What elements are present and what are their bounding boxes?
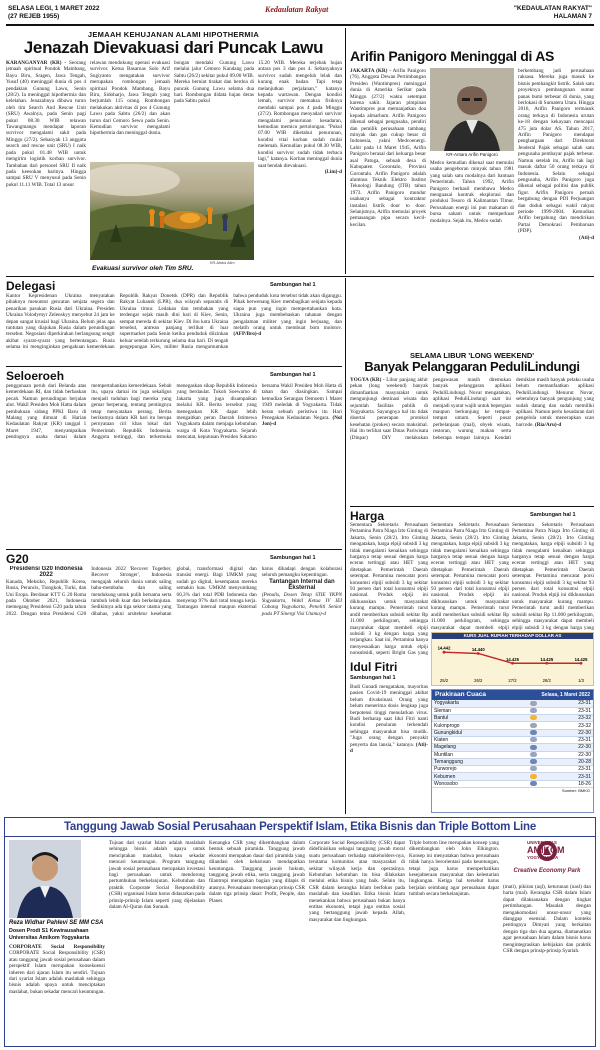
adv-body-2: Tujuan dari syariat Islam adalah maslahah sehingga bisnis adalah upaya untuk menciptakan maslahat, bukan sekadar mencari keuntungan. Program tanggung jawab sosial perusahaan merupakan investasi bagi perusahaan untuk mendorong pertumbuhan berkelanjutan. Kebutuhan dan praktik Corporate Social Responsibility (CSR) organisasi Islam harus didasarkan pada prinsip-prinsip Islam seperti yang dijelaskan dalam Al-Quran dan Sunnah. xyxy=(109,840,205,911)
weather-row xyxy=(432,744,593,751)
issue-date-hijri: (27 REJEB 1955) xyxy=(8,13,60,20)
weather-city: Sleman xyxy=(432,707,519,714)
delegasi-text: Kantor Kepresidenan Ukraina menyatakan pihaknya menuntut gencatan senjata segera dan penarikan pasukan Rusia dari Ukraina. Presiden Ukraina Volodymyr Zelenskyy menyebut 24 jam ke depan sangat krusial bagi Ukraina. Belum jelas apa tuntutan yang diajukan Rusia dalam perundingan tersebut. Negosiasi diperkirakan berlangsung sengit akibat syarat-syarat yang bertentangan. Rusia selama ini menginginkan pengakuan kemerdekaan Republik Rakyat Donetsk (DPR) dan Republik Rakyat Luhansk (LPR), dua wilayah separatis di Ukraina timur. Ledakan dan tembakan yang terdengar sejak masih dini hari di Kiev, Senin, sempat mereda di sekitar Kiev. Di ibu kota Ukraina tersebut, antrean panjang terlihat di luar supermarket pada Senin ketika penduduk diizinkan keluar setelah terkurung selama dua hari. Di tengah pengepungan Kiev, militer Rusia mengumumkan bahwa penduduk kota tersebut tidak akan diganggu. Pihak berwenang Kiev membagikan senjata kepada siapa pun yang ingin mempertahankan kota. Ukraina juga membebaskan tahanan dengan pengalaman militer yang ingin berjuang, dan melatih orang untuk membuat bom molotov. xyxy=(6,293,342,351)
weather-row xyxy=(432,707,593,714)
lead-endmark: (Lim)-d xyxy=(324,168,342,175)
side-dateline: JAKARTA (KR) - xyxy=(350,68,392,74)
adv-col-4 xyxy=(309,840,405,1044)
kurs-tick-label: 28/2 xyxy=(542,678,551,683)
lead-body-1: Seorang jemaah spiritual Pondok Mambang, Bayu Biru, Sragen, Jawa Tengah, Yusuf (40) meninggal dunia di pos 4 pendakian Gunung Lawu, Senin (28/2). Ia meninggal hipothermia dan kelelahan. Jenazahnya dibawa turun oleh tim Search And Rescue Unit (SRU) Awalnya, pada Senin pagi pukul 08.30 WIB relawan Tawangmangu mendapat laporan survivor mengalami sakit pada Minggu (27/2). Sebanyak 13 anggota search and rescue unit (SRU) I naik pada pukul 01.48 WIB untuk mengirim logistik korban survivor. Tambahan dari personel SRU II naik pada keesokan harinya. Hingga sampai SRU V menyusul pada Senin pukul 11.11 WIB. Total 13 unsur xyxy=(6,60,86,188)
kurs-tick-label: 1/3 xyxy=(578,678,584,683)
side-divider xyxy=(345,28,346,274)
author-name: Reza Widhar Pahlevi SE MM CSA xyxy=(9,920,104,926)
weather-city: Magelang xyxy=(432,744,519,751)
weather-city: Yogyakarta xyxy=(432,700,519,707)
harga-text-2: Sementara Sekretaris Perusahaan Pertamina Patra Niaga Irto Ginting di Jakarta, Senin (28/2). Irto Ginting mengatakan, harga elpiji subsidi 3 kg tidak mengalami kenaikan sehingga harganya tetap sesuai dengan harga eceran tertinggi atau HET yang ditetapkan Pemerintah Daerah setempat. Pertamina mencatat porsi konsumsi elpiji subsidi 3 kg sekitar 93 persen dari total konsumsi elpiji nasional. Produk elpiji ini dikhususkan untuk masyarakat kurang mampu. Pemerintah turut andil memberikan subsidi sekitar Rp 11.000 perkilogram, sehingga masyarakat dapat membeli elpiji xyxy=(431,522,509,630)
uni-tagline: Creative Economy Park xyxy=(513,868,581,874)
hillside-scene-image xyxy=(90,162,254,260)
rain-weather-icon xyxy=(530,730,537,735)
weather-date: Selasa, 1 Maret 2022 xyxy=(541,692,590,698)
weather-icon-cell xyxy=(519,758,548,765)
side-headline: Arifin Panigoro Meninggal di AS xyxy=(350,48,555,64)
g20-subhead-1: Presidensi G20 Indonesia 2022 xyxy=(9,566,83,579)
advertorial-box xyxy=(4,817,596,1047)
harga-text-3: Sementara Sekretaris Perusahaan Pertamina Patra Niaga Irto Ginting di Jakarta, Senin (28/2). Irto Ginting mengatakan, harga elpiji subsidi 3 kg tidak mengalami kenaikan sehingga harganya tetap sesuai dengan harga eceran tertinggi atau HET yang ditetapkan Pemerintah Daerah setempat. Pertamina mencatat porsi konsumsi elpiji subsidi 3 kg sekitar 93 persen dari total konsumsi elpiji nasional. Produk elpiji ini dikhususkan untuk masyarakat kurang mampu. Pemerintah turut andil memberikan subsidi sekitar Rp 11.000 perkilogram, sehingga masyarakat dapat membeli elpiji subsidi 3 kg dengan harga yang xyxy=(512,522,594,630)
kurs-chart-title: KURS JUAL RUPIAH TERHADAP DOLLAR AS xyxy=(432,633,593,639)
delegasi-body xyxy=(6,293,342,363)
weather-city: Bantul xyxy=(432,715,519,722)
weather-city: Purworejo xyxy=(432,766,519,773)
weather-temp: 22-30 xyxy=(548,751,593,758)
cloud-weather-icon xyxy=(530,752,537,757)
kurs-data-label: 14.425 xyxy=(506,656,519,662)
weather-temp: 22-30 xyxy=(548,729,593,736)
section-rule-4 xyxy=(350,506,594,507)
cloud-weather-icon xyxy=(530,737,537,742)
lead-col-4 xyxy=(258,60,342,272)
adv-col-6 xyxy=(503,884,591,1044)
libur-body xyxy=(350,377,594,503)
weather-temp: 22-30 xyxy=(548,744,593,751)
cloud-weather-icon xyxy=(530,701,537,706)
adv-col-1 xyxy=(9,944,105,1044)
delegasi-endmark: (AFP/Bro)-d xyxy=(233,331,262,338)
weather-row xyxy=(432,715,593,722)
uni-name-2: AMIKOM xyxy=(527,845,565,855)
weather-table xyxy=(432,700,593,788)
harga-col-1 xyxy=(350,522,428,657)
kurs-point xyxy=(477,652,480,655)
side-endmark: (Ati)-d xyxy=(579,234,594,241)
lead-kicker: JEMAAH KEHUJANAN ALAMI HIPOTHERMIA xyxy=(87,30,260,39)
harga-col-2 xyxy=(431,522,509,630)
weather-icon-cell xyxy=(519,736,548,743)
adv-col-5 xyxy=(409,840,499,1044)
weather-title: Prakiraan Cuaca xyxy=(435,691,486,698)
g20-text: Kanada, Meksiko, Republik Korea, Rusia, Perancis, Tiongkok, Turki, dan Uni Eropa. Berdasar KTT G 20 Roma pada Oktober 2021, Indonesia memegang Presidensi G20 pada tahun 2022. Dengan tema Presidensi G20 Indonesia 2022 'Recover Together, Recover Stronger', Indonesia mengajak seluruh dunia untuk saling bahu-membahu dan saling mendukung untuk pulih bersama serta tumbuh lebih kuat dan berkelanjutan. Sedikitnya ada tiga sektor utama yang dibahas, yakni arsitektur kesehatan global, transformasi digital dan transisi energi. Bagi UMKM yang sudah go digital, kesempatan mereka semakin luas. UMKM menyumbang 60,3% dari total PDB Indonesia dan menyerap 97% dari total tenaga kerja. Tantangan internal maupun eksternal harus dihadapi dengan kolaborasi seluruh pemangku kepentingan. xyxy=(6,566,342,617)
weather-city: Wonosobo xyxy=(432,780,519,787)
idul-fitri-continued: Sambungan hal 1 xyxy=(350,675,396,681)
lead-body-4: 15.20 WIB. Mereka terjebak hujan antara pos 3 dan pos 4. Sebanyaknya survivor sudah mengeluh lelah dan kurang enak badan. Tapi tetap melanjutkan perjalanan," katanya kepada wartawan. Dengan kondisi lemah, survivor memaksa fisiknya mendaki sampai pos 4 pada Minggu (27/2). Rombongan menyadari survivor mengalami penurunan kesadaran, kemudian memicu pertolongan. "Pukul 07.00 WIB diketahui penurunan, kondisi vital korban sudah mulai melemah. Kemudian pukul 08.30 WIB, kondisi survivor sudah tidak terbaca lagi," katanya. Korban meninggal dunia saat hendak dievakuasi. xyxy=(258,60,342,169)
seloeroeh-title: Seloeroeh xyxy=(6,369,65,383)
weather-row xyxy=(432,751,593,758)
weather-icon-cell xyxy=(519,744,548,751)
weather-row xyxy=(432,780,593,787)
weather-temp: 23-31 xyxy=(548,773,593,780)
libur-kicker: SELAMA LIBUR 'LONG WEEKEND' xyxy=(409,351,535,360)
seloeroeh-text: penggunaan peruh dari Belanda atas kemerdekaan RI, dan tidak berbaskan pecah. Namun perundingan berjalan alot. Wakil Presiden Moh Hatta dalam pembukuan sidang PPKI Baru di Malang yang dimuat di Harian Kedaulatan Rakyat (KR) tanggal 1 Maret 1947, menyampaikan pentingnya usaha damai dalam mempertahankan kemerdekaan. Sebab itu, upaya damai itu juga sekaligus menjadi tuduhan bagi mereka yang gemar berperang, tentang pentingnya tetap menyatakan perang. Berita berikutnya dalam KR hari itu berupa pernyataan ciri khas lokal dari Pemerintah Republik Indonesia. Anggota tertinggi, dan terkemuka menegaskan sikap Republik Indonesia yang berdaulat. Tokoh Soewarno di Jakarta yang juga disampaikan melalui KR. Berita tersebut yang menegaskan KR dapat lebih mengaitkan peran Daerah Istimewa Yogyakarta dalam menjaga kebutuhan warga di Kota Yogyakarta. Sejarah mencatat, keputusan Presiden Sukarno bersama Wakil Presiden Moh Hatta di tahan dan diasingkan. Sampai kemudian Serangan Oemoem 1 Maret 1949 meledak di Yogyakarta. Tidak heran sebuah peristiwa itu Hari Penegakan Kedaulatan Negara. xyxy=(6,383,342,441)
weather-icon-cell xyxy=(519,715,548,722)
rain-weather-icon xyxy=(530,759,537,764)
adv-lead-label: CORPORATE Social Responsibility xyxy=(9,944,105,950)
libur-dateline: YOGYA (KR) - xyxy=(350,377,385,383)
lead-headline: Jenazah Dievakuasi dari Puncak Lawu xyxy=(23,38,324,57)
idul-fitri-endmark: (Ati)-d xyxy=(350,741,428,755)
kurs-chart xyxy=(431,632,594,686)
kurs-point xyxy=(511,662,514,665)
weather-temp: 18-26 xyxy=(548,780,593,787)
adv-col-3 xyxy=(209,840,305,1044)
side-col-1 xyxy=(350,68,426,268)
cloud-weather-icon xyxy=(530,723,537,728)
page-number: HALAMAN 7 xyxy=(553,13,592,20)
g20-subhead-2: Tantangan Internal dan Eksternal xyxy=(269,578,335,592)
delegasi-title: Delegasi xyxy=(6,279,56,293)
delegasi-continued: Sambungan hal 1 xyxy=(270,282,316,288)
amikom-logo xyxy=(503,840,591,882)
weather-row xyxy=(432,729,593,736)
idul-fitri-text: Budi Gunadi mengatakan, mayoritas pasien Covid-19 meninggal akibat belum divaksinasi. Orang yang belum menerima dosis lengkap juga berpotensi tinggi menularkan virus. Budi berharap saat Idul Fitri nanti kondisi penularan terkendali sehingga masyarakat bisa mudik. "Juga orang dengan penyakit penyerta dan lansia," katanya. xyxy=(350,684,428,748)
adv-body-4: Corporate Social Responsibility (CSR) dapat didefinisikan sebagai tanggung jawab moral suatu perusahaan terhadap stakeholders-nya, terutama komunitas atau masyarakat di sekitar wilayah kerja dan operasinya. Kebutuhan kebutuhan itu bisa dilakukan melalui etika bisnis yang baik. xyxy=(309,840,405,885)
weather-row xyxy=(432,766,593,773)
header-rule xyxy=(6,24,594,26)
weather-row xyxy=(432,758,593,765)
kurs-tick-label: 26/2 xyxy=(474,678,483,683)
weather-city: Temanggung xyxy=(432,758,519,765)
weather-temp: 23-32 xyxy=(548,722,593,729)
g20-continued: Sambungan hal 1 xyxy=(270,555,316,561)
uni-name-3: YOGYAKARTA xyxy=(527,855,559,860)
kurs-point xyxy=(443,651,446,654)
author-title-2: Universitas Amikom Yogyakarta xyxy=(9,935,90,941)
weather-city: Kebumen xyxy=(432,773,519,780)
seloeroeh-endmark: (Nol Jon)-d xyxy=(261,415,342,428)
kurs-tick-label: 25/2 xyxy=(439,678,449,683)
weather-row xyxy=(432,700,593,707)
weather-temp: 20-28 xyxy=(548,758,593,765)
weather-temp: 23-31 xyxy=(548,736,593,743)
lead-photo-credit: KR-Abdul Alim xyxy=(210,261,235,265)
lead-col-2 xyxy=(90,60,170,160)
g20-body xyxy=(6,566,342,813)
kurs-data-label: 14.425 xyxy=(540,656,554,662)
weather-box xyxy=(431,689,594,813)
issue-date: SELASA LEGI, 1 MARET 2022 xyxy=(8,5,100,12)
weather-city: Gunungkidul xyxy=(432,729,519,736)
libur-headline: Banyak Pelanggaran PeduliLindungi xyxy=(364,359,580,374)
weather-city: Klaten xyxy=(432,736,519,743)
weather-icon-cell xyxy=(519,707,548,714)
kurs-chart-plot xyxy=(432,639,593,685)
adv-body-1: CORPORATE Social Responsibility (CSR) atau tanggung jawab sosial perusahaan dalam perspektif Islam merupakan konsekuensi inheren dari ajaran Islam itu sendiri. Tujuan dari syariat Islam adalah maslahah sehingga bisnis adalah upaya untuk menciptakan maslahat, bukan sekadar mencari keuntungan. xyxy=(9,950,105,995)
side-body-1: Arifin Panigoro (76), Anggota Dewan Pertimbangan Presiden (Wantimpres) meninggal dunia di Amerika Serikat pada Minggu (27/2) waktu setempat karena sakit. Jajaran pimpinan Wantimpres pun memanjatkan doa kepada almarhum. Arifin Panigoro dikenal sebagai pengusaha, pendiri dan pemilik perusahaan tambang minyak dan gas cukup besar di Indonesia, yakni Medcoenergi. Lahir pada 14 Maret 1945, Arifin Panigoro berasal dari keluarga besar asal Patoga, sebuah desa di Kabupaten Gorontalo, Provinsi Gorontalo. Arifin Panigoro adalah alumnus Teknik Elektro Institut Teknologi Bandung (ITB) tahun 1973. Arifin Panigoro mundur usahanya sebagai kontraktor instalasi listrik door to door. Selanjutnya, Arifin memulai proyek pemasangan pipa secara kecil-kecilan. xyxy=(350,68,426,228)
weather-city: Muntilan xyxy=(432,751,519,758)
lead-col-3 xyxy=(174,60,254,160)
author-title-1: Dosen Prodi S1 Kewirausahaan xyxy=(9,928,89,934)
g20-title: G20 xyxy=(6,552,29,566)
lead-dateline: KARANGANYAR (KR) - xyxy=(6,60,67,66)
weather-icon-cell xyxy=(519,780,548,787)
adv-body-5: Selain itu, CSR dalam kerangka Islam berfokus pada maslahah dan keadilan. Etika bisnis Islam menekankan bahwa perusahaan bukan hanya entitas ekonomi, tetapi juga entitas sosial yang bertanggung jawab kepada Allah, masyarakat dan lingkungan. xyxy=(309,878,405,923)
seloeroeh-body xyxy=(6,383,342,546)
weather-source: Sumber: BMKG xyxy=(561,788,590,794)
sun-weather-icon xyxy=(530,774,537,779)
weather-icon-cell xyxy=(519,751,548,758)
weather-row xyxy=(432,736,593,743)
libur-text: Libur panjang akhir pekan (long weekend) banyak dimanfaatkan masyarakat untuk mengunjungi destinasi wisata dan sejumlah fasilitas publik di Yogyakarta. Sayangnya hal itu tidak disertai penerapan protokol kesehatan (prokes) secara maksimal. Hal itu terlihat saat Dinas Pariwisata (Dinpar) DIY melakukan pengawasan masih ditemukan banyak pelanggaran aplikasi PeduliLindungi. Novar mengatakan, aplikasi PeduliLindungi saat ini menjadi syarat wajib untuk bepergian maupun berkunjung ke tempat-tempat umum. Seperti pusat perbelanjaan (mal), obyek wisata, restoran, warung makan serta beberapa tempat lainnya. Kendati demikian masih banyak pelaku usaha belum memanfaatkan aplikasi PeduliLindungi. Menurut Novar, sebetulnya banyak pengunjung yang sudah datang dan sudah memiliki aplikasi. Namun perlu kesadaran dari pengelola untuk menerapkan scan barcode. xyxy=(350,377,594,441)
weather-icon-cell xyxy=(519,722,548,729)
right-divider xyxy=(345,278,346,814)
idul-fitri-body xyxy=(350,684,428,812)
weather-temp: 23-31 xyxy=(548,700,593,707)
side-col-3 xyxy=(518,68,594,268)
weather-temp: 23-32 xyxy=(548,715,593,722)
kurs-data-label: 14.442 xyxy=(437,645,451,651)
kurs-point xyxy=(580,662,583,665)
weather-icon-cell xyxy=(519,766,548,773)
weather-icon-cell xyxy=(519,700,548,707)
side-photo-caption: KR-Antara Arifin Panigoro xyxy=(446,152,498,157)
lead-body-3: bongan mendaki Gunung Lawu melalui jalur Cemoro Kandang pada Sabtu (26/2) sekitar pukul 09.00 WIB. Mereka berniat tirakat dan berdoa di puncak Gunung Lawu selama dua hari. Rombongan didata hujan deras pada Sabtu pukul xyxy=(174,60,254,105)
cloud-weather-icon xyxy=(530,766,537,771)
author-photo xyxy=(9,840,81,918)
weather-header xyxy=(432,690,593,700)
rain-weather-icon xyxy=(530,781,537,786)
kurs-tick-label: 27/2 xyxy=(508,678,517,683)
kurs-data-label: 14.440 xyxy=(471,647,485,652)
lead-photo-caption: Evakuasi survivor oleh Tim SRU. xyxy=(92,265,194,272)
uni-name-1: UNIVERSITAS xyxy=(527,840,557,845)
rain-weather-icon xyxy=(530,745,537,750)
portrait-image xyxy=(430,68,514,151)
harga-continued: Sambungan hal 1 xyxy=(530,512,576,518)
harga-title: Harga xyxy=(350,509,385,523)
side-body-2: Medco kemudian dikenal saat memulai usaha pengeboran minyak tahun 1981 yang salah satu modalnya dari bantuan Pemerintah. Tahun 1992, Arifin Panigoro berhasil membawa Medco menguasai kontrak eksplorasi dan produksi Tesoro di Kalimantan Timur. Perusahaan energi ini pun makanan di bursa saham untuk memperkuat modalnya. Sejak itu, Medco sudah xyxy=(430,160,514,224)
adv-body-7: (mati), pikiran (aql), keturunan (nasl) dan harta (mal). Kerangka CSR dalam Islam dapat dilaksanakan dengan tingkat pertimbangan. Masalah dengan mengakomodasi unsur-unsur yang dianggap esensial. Dalam konteks pentingnya Dimyati yang berkaitan dengan tiga dan dua agama, diamanatkan agar perusahaan Islam dalam bisnis harus mengintegrasikan kebijakan dan praktik CSR dengan prinsip-prinsip Syariah. xyxy=(503,884,591,955)
lead-photo xyxy=(90,162,254,260)
weather-temp: 23-31 xyxy=(548,766,593,773)
lead-body-2: relawan mendukung operasi evakuasi survivor. Ketua Basarnas Solo Arif Sugiyanto mengatakan survivor merupakan rombongan jemaah spiritual Pondok Mambang, Bayu Biru, Sidoharjo, Jawa Tengah yang berjumlah 115 orang. Rombongan melakukan aktivitas di pos 4 Gunung Lawu pada Sabtu (26/2) dan akan turun dari Cemoro Sewu pada Senin. Kemudian survivor mengalami hipothermia dan meninggal dunia. xyxy=(90,60,170,137)
section-rule-1 xyxy=(6,276,594,277)
weather-city: Kulonprogo xyxy=(432,722,519,729)
weather-temp: 23-31 xyxy=(548,707,593,714)
kurs-point xyxy=(545,662,548,665)
libur-endmark: (Ria/Aru)-d xyxy=(535,421,562,428)
sun-weather-icon xyxy=(530,715,537,720)
harga-col-3 xyxy=(512,522,594,630)
section-rule-3 xyxy=(6,549,342,550)
weather-row xyxy=(432,773,593,780)
idul-fitri-title: Idul Fitri xyxy=(350,660,398,674)
seloeroeh-continued: Sambungan hal 1 xyxy=(270,372,316,378)
side-photo xyxy=(430,68,514,151)
cloud-weather-icon xyxy=(530,708,537,713)
masthead-logo: Kedaulatan Rakyat xyxy=(265,5,329,14)
weather-icon-cell xyxy=(519,729,548,736)
paper-name: "KEDAULATAN RAKYAT" xyxy=(513,5,592,12)
adv-body-6: Triple bottom line merupakan konsep yang dikembangkan oleh John Elkington. Konsep ini menyatakan bahwa perusahaan tidak hanya berorientasi pada keuntungan, tetapi juga harus memperhatikan kesejahteraan masyarakat dan kelestarian lingkungan. Ketiga hal tersebut harus berjalan seimbang agar perusahaan dapat tumbuh secara berkelanjutan. xyxy=(409,840,499,898)
adv-body-3: Kenangka CSR yang dikembangkan dalam bentuk sebuah piramida. Tanggung jawab ekonomi merupakan dasar dari piramida yang dilandasi oleh keharusan mendapatkan keuntungan. Tanggung jawab hukum, tanggung jawab etika, serta tanggung jawab filantropi merupakan bagian yang dilapis di atasnya. Perusahaan menerapkan prinsip CSR dalam tiga prinsip dasar: Profit, People, dan Planet. xyxy=(209,840,305,904)
author-portrait-image xyxy=(9,840,81,918)
weather-row xyxy=(432,722,593,729)
advertorial-headline: Tanggung Jawab Sosial Perusahaan Perspektif Islam, Etika Bisnis dan Triple Bottom Line xyxy=(5,818,595,837)
side-body-3: berkembang jadi perusahaan raksasa. Mereka juga masuk ke bisnis pembangkit listrik. Salah satu proyeknya pembangunan sumur panas bumi terbesar di dunia, yang berlokasi di Sumatera Utara. Hingga 2016, Arifin Panigoro termasuk orang terkaya di Indonesia urutan ke-18 dengan kekayaan mencapai 475 juta dolar AS. Tahun 2017, Arifin Panigoro mendapat penghargaan dari Direktorat Jenderal Pajak sebagai salah satu pengusaha pembayar pajak terbesar. Namun setelah itu, Arifin tak lagi masuk daftar 50 orang terkaya di Indonesia. Selain sebagai pengusaha, Arifin Panigoro juga dikenal sebagai politisi dan publik figur. Arifin Panigoro pernah bergabung dengan PDI Perjuangan dan duduk sebagai wakil rakyat periode 1999-2004. Kemudian Arifin bergabung dan mendirikan Partai Demokrasi Pembaruan (PDP). xyxy=(518,68,594,235)
lead-col-1 xyxy=(6,60,86,252)
kurs-data-label: 14.425 xyxy=(574,656,588,662)
harga-text-1: Sementara Sekretaris Perusahaan Pertamina Patra Niaga Irto Ginting di Jakarta, Senin (28/2). Irto Ginting mengatakan, harga elpiji subsidi 3 kg tidak mengalami kenaikan sehingga harganya tetap sesuai dengan harga eceran tertinggi atau HET yang ditetapkan Pemerintah Daerah setempat. Pertamina mencatat porsi konsumsi elpiji subsidi 3 kg sekitar 93 persen dari total konsumsi elpiji nasional. Produk elpiji ini dikhususkan untuk masyarakat kurang mampu. Pemerintah turut andil memberikan subsidi sekitar Rp 11.000 perkilogram, sehingga masyarakat dapat membeli elpiji subsidi 3 kg dengan harga yang terjangkau. Saat ini, Pertamina hanya menyesuaikan harga untuk elpiji nonsubsidi, seperti Bright Gas yang xyxy=(350,522,428,657)
adv-col-2 xyxy=(109,840,205,1044)
weather-icon-cell xyxy=(519,773,548,780)
g20-author: (Penulis, Dosen Tetap STIE YKPN Yogyakarta, Wakil Ketua IV IEI Cabang Yogyakarta, Peneliti Senior pada PT Sinergi Visi Utama)-d xyxy=(261,591,342,617)
side-col-2 xyxy=(430,160,514,270)
section-rule-2 xyxy=(6,366,342,367)
